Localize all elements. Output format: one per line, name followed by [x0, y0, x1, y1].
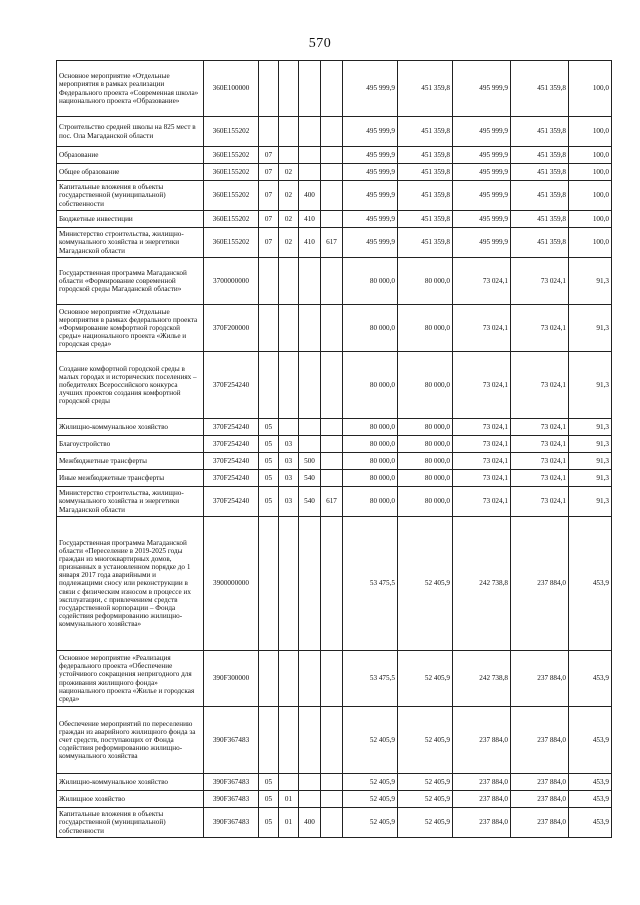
row-plan-value-2: 451 359,8 — [398, 228, 453, 258]
row-grbs — [321, 651, 343, 707]
row-expense-type — [299, 517, 321, 651]
row-actual-value-2: 73 024,1 — [511, 487, 569, 517]
row-percent: 100,0 — [569, 228, 612, 258]
table-row — [57, 707, 612, 774]
row-expense-type — [299, 61, 321, 117]
row-section: 05 — [259, 453, 279, 470]
row-percent: 91,3 — [569, 487, 612, 517]
row-expense-type: 540 — [299, 470, 321, 487]
row-plan-value-2: 451 359,8 — [398, 181, 453, 211]
row-name: Обеспечение мероприятий по переселению граждан из аварийного жилищного фонда за счет средств, поступающих от Фонда содействия реформированию жилищно-коммунального хозяйства — [57, 707, 204, 774]
table-row — [57, 791, 612, 808]
row-name: Капитальные вложения в объекты государственной (муниципальной) собственности — [57, 808, 204, 838]
row-grbs: 617 — [321, 487, 343, 517]
row-expense-type — [299, 774, 321, 791]
row-section — [259, 117, 279, 147]
row-actual-value: 73 024,1 — [453, 453, 511, 470]
row-code: 390F367483 — [204, 774, 259, 791]
row-grbs — [321, 774, 343, 791]
row-expense-type — [299, 707, 321, 774]
row-section: 05 — [259, 470, 279, 487]
row-grbs: 617 — [321, 228, 343, 258]
row-actual-value-2: 237 884,0 — [511, 517, 569, 651]
row-plan-value-2: 52 405,9 — [398, 808, 453, 838]
page-number: 570 — [308, 36, 332, 51]
table-row — [57, 808, 612, 838]
row-plan-value-2: 52 405,9 — [398, 774, 453, 791]
row-expense-type — [299, 436, 321, 453]
row-name: Жилищно-коммунальное хозяйство — [57, 774, 204, 791]
row-plan-value-2: 451 359,8 — [398, 211, 453, 228]
row-plan-value-2: 52 405,9 — [398, 517, 453, 651]
row-actual-value-2: 73 024,1 — [511, 305, 569, 352]
row-actual-value: 495 999,9 — [453, 181, 511, 211]
table-row — [57, 517, 612, 651]
row-code: 360E155202 — [204, 164, 259, 181]
row-plan-value-2: 451 359,8 — [398, 117, 453, 147]
row-code: 360E155202 — [204, 211, 259, 228]
row-section: 07 — [259, 211, 279, 228]
row-name: Государственная программа Магаданской области «Формирование современной городской среды Магаданской области» — [57, 258, 204, 305]
row-subsection — [279, 117, 299, 147]
table-row — [57, 419, 612, 436]
row-code: 390F367483 — [204, 791, 259, 808]
row-section: 05 — [259, 419, 279, 436]
row-expense-type: 540 — [299, 487, 321, 517]
row-percent: 91,3 — [569, 419, 612, 436]
row-code: 370F254240 — [204, 470, 259, 487]
row-percent: 453,9 — [569, 651, 612, 707]
row-plan-value-2: 52 405,9 — [398, 707, 453, 774]
table-row — [57, 352, 612, 419]
row-actual-value-2: 73 024,1 — [511, 258, 569, 305]
row-code: 370F200000 — [204, 305, 259, 352]
row-percent: 91,3 — [569, 352, 612, 419]
row-expense-type — [299, 352, 321, 419]
row-code: 390F367483 — [204, 707, 259, 774]
row-code: 360E155202 — [204, 117, 259, 147]
row-subsection: 03 — [279, 453, 299, 470]
row-plan-value: 495 999,9 — [343, 61, 398, 117]
row-actual-value-2: 237 884,0 — [511, 707, 569, 774]
row-expense-type — [299, 147, 321, 164]
row-actual-value-2: 451 359,8 — [511, 61, 569, 117]
row-expense-type — [299, 305, 321, 352]
row-subsection: 03 — [279, 470, 299, 487]
row-actual-value: 495 999,9 — [453, 164, 511, 181]
row-actual-value-2: 451 359,8 — [511, 228, 569, 258]
row-name: Министерство строительства, жилищно-коммунального хозяйства и энергетики Магаданской области — [57, 487, 204, 517]
row-actual-value: 237 884,0 — [453, 808, 511, 838]
table-row — [57, 117, 612, 147]
row-grbs — [321, 117, 343, 147]
row-expense-type: 410 — [299, 211, 321, 228]
table-row — [57, 305, 612, 352]
row-expense-type — [299, 164, 321, 181]
row-plan-value-2: 80 000,0 — [398, 352, 453, 419]
row-code: 390F367483 — [204, 808, 259, 838]
row-name: Основное мероприятие «Отдельные мероприятия в рамках федерального проекта «Формирование комфортной городской среды» национального проекта «Жилье и городская среда» — [57, 305, 204, 352]
row-code: 360E155202 — [204, 181, 259, 211]
row-code: 370F254240 — [204, 487, 259, 517]
row-grbs — [321, 352, 343, 419]
row-expense-type — [299, 258, 321, 305]
row-subsection — [279, 419, 299, 436]
row-expense-type — [299, 651, 321, 707]
row-plan-value: 52 405,9 — [343, 774, 398, 791]
table-row — [57, 436, 612, 453]
row-subsection: 02 — [279, 181, 299, 211]
row-percent: 91,3 — [569, 436, 612, 453]
row-name: Межбюджетные трансферты — [57, 453, 204, 470]
row-name: Капитальные вложения в объекты государственной (муниципальной) собственности — [57, 181, 204, 211]
row-actual-value-2: 451 359,8 — [511, 147, 569, 164]
row-actual-value-2: 73 024,1 — [511, 419, 569, 436]
row-code: 360E100000 — [204, 61, 259, 117]
row-plan-value-2: 451 359,8 — [398, 61, 453, 117]
row-subsection — [279, 352, 299, 419]
table-row — [57, 181, 612, 211]
row-section: 05 — [259, 808, 279, 838]
row-expense-type — [299, 117, 321, 147]
row-subsection — [279, 61, 299, 117]
row-actual-value: 495 999,9 — [453, 211, 511, 228]
row-expense-type — [299, 791, 321, 808]
row-section — [259, 61, 279, 117]
row-subsection: 02 — [279, 228, 299, 258]
row-plan-value-2: 80 000,0 — [398, 419, 453, 436]
row-percent: 91,3 — [569, 305, 612, 352]
row-section — [259, 352, 279, 419]
row-section: 07 — [259, 228, 279, 258]
row-subsection: 01 — [279, 808, 299, 838]
table-row — [57, 61, 612, 117]
row-section: 07 — [259, 147, 279, 164]
row-code: 370F254240 — [204, 419, 259, 436]
row-actual-value-2: 451 359,8 — [511, 117, 569, 147]
row-grbs — [321, 419, 343, 436]
row-name: Жилищное хозяйство — [57, 791, 204, 808]
row-plan-value: 495 999,9 — [343, 181, 398, 211]
table-row — [57, 470, 612, 487]
row-subsection — [279, 517, 299, 651]
row-subsection: 01 — [279, 791, 299, 808]
row-actual-value-2: 73 024,1 — [511, 453, 569, 470]
row-plan-value-2: 80 000,0 — [398, 453, 453, 470]
row-plan-value: 495 999,9 — [343, 211, 398, 228]
row-section — [259, 651, 279, 707]
row-grbs — [321, 517, 343, 651]
row-percent: 100,0 — [569, 181, 612, 211]
budget-table — [56, 60, 612, 838]
row-percent: 453,9 — [569, 774, 612, 791]
row-plan-value: 80 000,0 — [343, 453, 398, 470]
row-subsection: 03 — [279, 487, 299, 517]
row-plan-value: 80 000,0 — [343, 305, 398, 352]
row-percent: 453,9 — [569, 707, 612, 774]
row-subsection: 03 — [279, 436, 299, 453]
row-actual-value-2: 73 024,1 — [511, 352, 569, 419]
table-row — [57, 211, 612, 228]
row-code: 3900000000 — [204, 517, 259, 651]
row-percent: 91,3 — [569, 258, 612, 305]
row-grbs — [321, 436, 343, 453]
row-actual-value: 495 999,9 — [453, 61, 511, 117]
row-grbs — [321, 164, 343, 181]
row-actual-value: 237 884,0 — [453, 774, 511, 791]
row-actual-value-2: 237 884,0 — [511, 791, 569, 808]
row-actual-value: 73 024,1 — [453, 470, 511, 487]
row-actual-value-2: 237 884,0 — [511, 651, 569, 707]
row-plan-value: 52 405,9 — [343, 791, 398, 808]
row-actual-value: 73 024,1 — [453, 258, 511, 305]
row-name: Жилищно-коммунальное хозяйство — [57, 419, 204, 436]
row-actual-value: 495 999,9 — [453, 147, 511, 164]
row-section — [259, 707, 279, 774]
row-code: 360E155202 — [204, 147, 259, 164]
row-grbs — [321, 147, 343, 164]
row-expense-type: 400 — [299, 181, 321, 211]
table-row — [57, 228, 612, 258]
row-actual-value: 73 024,1 — [453, 487, 511, 517]
row-plan-value: 80 000,0 — [343, 436, 398, 453]
row-plan-value-2: 80 000,0 — [398, 436, 453, 453]
row-actual-value: 73 024,1 — [453, 352, 511, 419]
row-plan-value: 80 000,0 — [343, 419, 398, 436]
row-plan-value: 80 000,0 — [343, 258, 398, 305]
table-row — [57, 453, 612, 470]
row-plan-value-2: 451 359,8 — [398, 147, 453, 164]
row-expense-type — [299, 419, 321, 436]
table-row — [57, 258, 612, 305]
row-name: Образование — [57, 147, 204, 164]
row-actual-value: 242 738,8 — [453, 651, 511, 707]
row-name: Иные межбюджетные трансферты — [57, 470, 204, 487]
row-plan-value: 495 999,9 — [343, 164, 398, 181]
row-percent: 91,3 — [569, 453, 612, 470]
row-plan-value-2: 80 000,0 — [398, 305, 453, 352]
row-section: 05 — [259, 487, 279, 517]
row-percent: 453,9 — [569, 517, 612, 651]
row-plan-value: 495 999,9 — [343, 228, 398, 258]
row-actual-value-2: 451 359,8 — [511, 211, 569, 228]
row-subsection — [279, 258, 299, 305]
row-name: Создание комфортной городской среды в малых городах и исторических поселениях – победителях Всероссийского конкурса лучших проектов создания комфортной городской среды — [57, 352, 204, 419]
row-section — [259, 258, 279, 305]
row-name: Общее образование — [57, 164, 204, 181]
row-name: Основное мероприятие «Реализация федерального проекта «Обеспечение устойчивого сокращения непригодного для проживания жилищного фонда» национального проекта «Жилье и городская среда» — [57, 651, 204, 707]
table-row — [57, 487, 612, 517]
row-actual-value: 242 738,8 — [453, 517, 511, 651]
row-code: 390F300000 — [204, 651, 259, 707]
row-plan-value: 80 000,0 — [343, 487, 398, 517]
row-plan-value: 495 999,9 — [343, 117, 398, 147]
row-plan-value: 53 475,5 — [343, 517, 398, 651]
row-subsection — [279, 707, 299, 774]
row-section: 07 — [259, 164, 279, 181]
row-code: 370F254240 — [204, 453, 259, 470]
row-plan-value: 495 999,9 — [343, 147, 398, 164]
row-actual-value: 73 024,1 — [453, 305, 511, 352]
row-plan-value: 52 405,9 — [343, 808, 398, 838]
row-grbs — [321, 791, 343, 808]
row-expense-type: 500 — [299, 453, 321, 470]
row-grbs — [321, 808, 343, 838]
row-plan-value-2: 80 000,0 — [398, 487, 453, 517]
row-code: 370F254240 — [204, 436, 259, 453]
row-percent: 100,0 — [569, 117, 612, 147]
row-plan-value-2: 52 405,9 — [398, 651, 453, 707]
row-section — [259, 305, 279, 352]
row-percent: 100,0 — [569, 147, 612, 164]
row-plan-value: 80 000,0 — [343, 470, 398, 487]
row-section: 05 — [259, 791, 279, 808]
row-grbs — [321, 470, 343, 487]
row-code: 360E155202 — [204, 228, 259, 258]
row-plan-value: 53 475,5 — [343, 651, 398, 707]
row-percent: 100,0 — [569, 164, 612, 181]
row-subsection: 02 — [279, 164, 299, 181]
row-grbs — [321, 211, 343, 228]
row-percent: 100,0 — [569, 211, 612, 228]
row-section — [259, 517, 279, 651]
row-plan-value-2: 80 000,0 — [398, 258, 453, 305]
row-actual-value-2: 73 024,1 — [511, 436, 569, 453]
row-expense-type: 410 — [299, 228, 321, 258]
row-expense-type: 400 — [299, 808, 321, 838]
row-code: 370F254240 — [204, 352, 259, 419]
row-plan-value-2: 80 000,0 — [398, 470, 453, 487]
row-percent: 91,3 — [569, 470, 612, 487]
row-grbs — [321, 61, 343, 117]
row-name: Министерство строительства, жилищно-коммунального хозяйства и энергетики Магаданской области — [57, 228, 204, 258]
row-grbs — [321, 181, 343, 211]
row-section: 07 — [259, 181, 279, 211]
row-percent: 453,9 — [569, 791, 612, 808]
row-actual-value-2: 237 884,0 — [511, 774, 569, 791]
row-subsection — [279, 147, 299, 164]
row-grbs — [321, 453, 343, 470]
row-name: Государственная программа Магаданской области «Переселение в 2019-2025 годы граждан из многоквартирных домов, признанных в установленном порядке до 1 января 2017 года аварийными и подлежащими сносу или реконструкции в связи с физическим износом в процессе их эксплуатации, с привлечением средств государственной корпорации – Фонда содействия реформированию жилищно-коммунального хозяйства» — [57, 517, 204, 651]
row-subsection: 02 — [279, 211, 299, 228]
row-actual-value: 495 999,9 — [453, 117, 511, 147]
row-grbs — [321, 305, 343, 352]
row-percent: 100,0 — [569, 61, 612, 117]
row-actual-value-2: 451 359,8 — [511, 164, 569, 181]
row-plan-value-2: 52 405,9 — [398, 791, 453, 808]
table-row — [57, 651, 612, 707]
row-plan-value: 52 405,9 — [343, 707, 398, 774]
row-subsection — [279, 774, 299, 791]
row-actual-value: 237 884,0 — [453, 791, 511, 808]
row-actual-value-2: 451 359,8 — [511, 181, 569, 211]
row-actual-value: 495 999,9 — [453, 228, 511, 258]
row-name: Основное мероприятие «Отдельные мероприятия в рамках реализации Федерального проекта «Современная школа» национального проекта «Образование» — [57, 61, 204, 117]
table-row — [57, 774, 612, 791]
row-name: Благоустройство — [57, 436, 204, 453]
row-name: Строительство средней школы на 825 мест в пос. Ола Магаданской области — [57, 117, 204, 147]
row-code: 3700000000 — [204, 258, 259, 305]
row-grbs — [321, 258, 343, 305]
row-section: 05 — [259, 436, 279, 453]
row-percent: 453,9 — [569, 808, 612, 838]
row-actual-value-2: 237 884,0 — [511, 808, 569, 838]
row-plan-value-2: 451 359,8 — [398, 164, 453, 181]
table-row — [57, 164, 612, 181]
table-row — [57, 147, 612, 164]
row-section: 05 — [259, 774, 279, 791]
row-actual-value: 73 024,1 — [453, 419, 511, 436]
row-actual-value: 237 884,0 — [453, 707, 511, 774]
row-actual-value: 73 024,1 — [453, 436, 511, 453]
row-subsection — [279, 305, 299, 352]
row-subsection — [279, 651, 299, 707]
row-actual-value-2: 73 024,1 — [511, 470, 569, 487]
row-name: Бюджетные инвестиции — [57, 211, 204, 228]
row-plan-value: 80 000,0 — [343, 352, 398, 419]
row-grbs — [321, 707, 343, 774]
